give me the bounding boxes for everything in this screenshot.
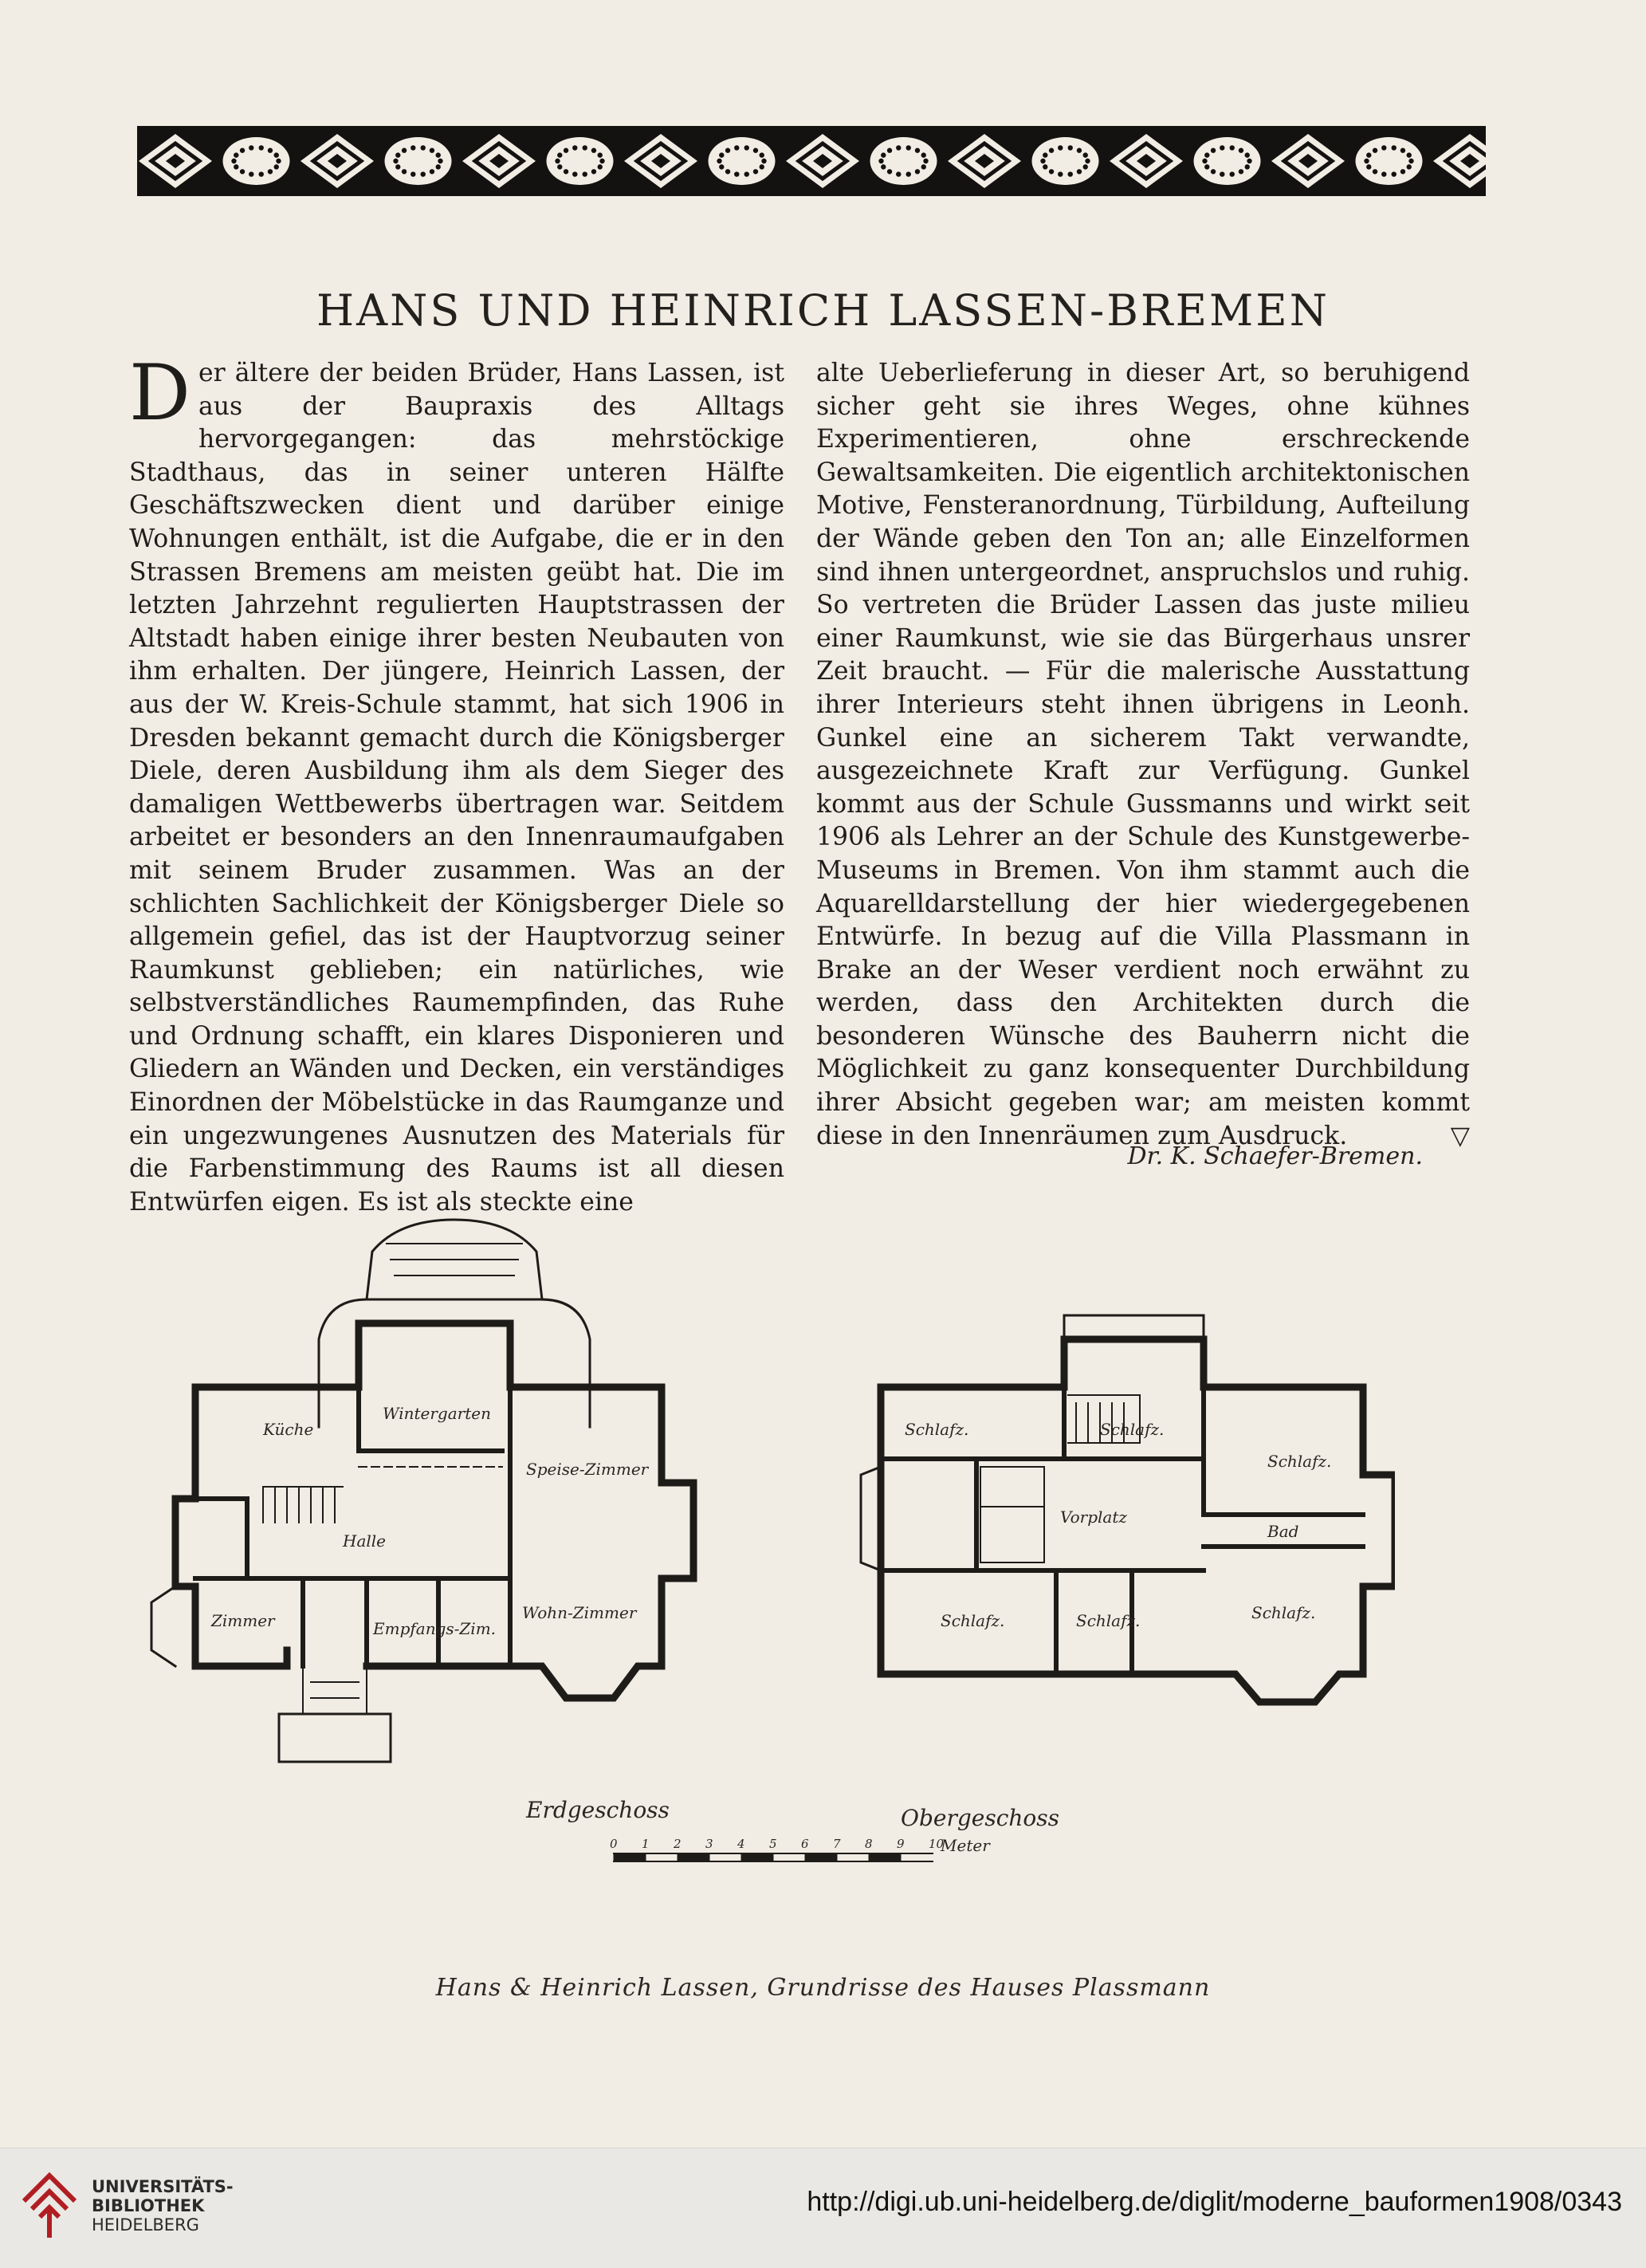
room-label-zimmer: Zimmer: [211, 1611, 275, 1630]
scale-tick-label: 7: [833, 1837, 841, 1851]
figure-caption: Hans & Heinrich Lassen, Grundrisse des Hauses Plassmann: [435, 1974, 1211, 2002]
ornament-diamond: [786, 134, 859, 188]
library-name-line1: UNIVERSITÄTS-: [92, 2177, 234, 2196]
text-column-left: [129, 348, 784, 1219]
scale-tick-label: 6: [801, 1837, 809, 1851]
floor-plans-drawing: [120, 1204, 1395, 1969]
ornament-oval: [1032, 137, 1099, 185]
scale-tick-label: 5: [769, 1837, 777, 1851]
ornament-diamond: [1110, 134, 1183, 188]
ornament-oval: [870, 137, 937, 185]
column-right-text: alte Ueberlieferung in dieser Art, so beruhigend sicher geht sie ihres Weges, ohne kühnes Experimentieren, ohne erschreckende Gewaltsamkeiten. Die eigentlich architektonischen Motive, Fensteranordnung, Türbildung, Aufteilung der Wände geben den Ton an; alle Einzelformen sind ihnen untergeordnet, anspruchslos und ruhig. So vertreten die Brüder Lassen das juste milieu einer Raumkunst, wie sie das Bürgerhaus unsrer Zeit braucht. — Für die malerische Ausstattung ihrer Interieurs steht ihnen übrigens in Leonh. Gunkel eine an sicherem Takt verwandte, ausgezeichnete Kraft zur Verfügung. Gunkel kommt aus der Schule Gussmanns und wirkt seit 1906 als Lehrer an der Schule des Kunstgewerbe-Museums in Bremen. Von ihm stammt auch die Aquarelldarstellung der hier wiedergegebenen Entwürfe. In bezug auf die Villa Plassmann in Brake an der Weser verdient noch erwähnt zu werden, dass den Architekten durch die besonderen Wünsche des Bauherrn nicht die Möglichkeit zu ganz konsequenter Durchbildung ihrer Absicht gegeben war; am meisten kommt diese in den Innenräumen zum Ausdruck.: [816, 359, 1470, 1150]
room-label-bad: Bad: [1267, 1522, 1299, 1541]
scale-tick-label: 4: [737, 1837, 745, 1851]
room-label-halle: Halle: [343, 1531, 386, 1551]
library-name-line2: BIBLIOTHEK: [92, 2196, 205, 2215]
ornament-diamond: [624, 134, 697, 188]
room-label-wintergarten: Wintergarten: [383, 1404, 491, 1423]
drop-cap: D: [129, 348, 191, 438]
source-url-link[interactable]: http://digi.ub.uni-heidelberg.de/diglit/moderne_bauformen1908/0343: [807, 2187, 1622, 2217]
ornament-oval: [547, 137, 614, 185]
end-triangle-icon: ▽: [1450, 1121, 1470, 1150]
library-name: [92, 2177, 234, 2235]
ornamental-border: [137, 126, 1486, 196]
upper-floor-label: Obergeschoss: [901, 1805, 1060, 1831]
room-label-schlafz-2: Schlafz.: [1100, 1420, 1165, 1439]
ornament-oval: [385, 137, 452, 185]
ornament-diamond: [139, 134, 212, 188]
ornament-oval: [1194, 137, 1261, 185]
scale-tick-label: 10: [929, 1837, 945, 1851]
ornament-oval: [223, 137, 290, 185]
ornament-pattern: [137, 126, 1486, 196]
room-label-wohn-zimmer: Wohn-Zimmer: [522, 1603, 637, 1622]
room-label-empfangs-zimmer: Empfangs-Zim.: [373, 1619, 497, 1638]
room-label-vorplatz: Vorplatz: [1060, 1507, 1127, 1527]
floor-plans-figure: [120, 1204, 1395, 1969]
room-label-speise-zimmer: Speise-Zimmer: [526, 1460, 649, 1479]
ground-floor-label: Erdgeschoss: [526, 1797, 670, 1823]
room-label-schlafz-6: Schlafz.: [1251, 1603, 1316, 1622]
scale-tick-label: 3: [705, 1837, 713, 1851]
article-title: HANS UND HEINRICH LASSEN-BREMEN: [316, 285, 1330, 336]
scale-tick-label: 9: [897, 1837, 905, 1851]
scale-unit-label: Meter: [941, 1836, 990, 1855]
author-signature: Dr. K. Schaefer-Bremen.: [1127, 1142, 1423, 1170]
ornament-diamond: [301, 134, 374, 188]
scale-tick-label: 0: [610, 1837, 618, 1851]
university-logo-icon: [18, 2169, 81, 2241]
scale-tick-label: 2: [674, 1837, 682, 1851]
library-name-line3: HEIDELBERG: [92, 2215, 199, 2235]
ornament-diamond: [948, 134, 1021, 188]
ornament-diamond: [462, 134, 536, 188]
ornament-oval: [709, 137, 776, 185]
room-label-schlafz-5: Schlafz.: [1076, 1611, 1141, 1630]
scale-tick-label: 8: [865, 1837, 873, 1851]
scale-bar-ticks: [610, 1837, 945, 1851]
ornament-diamond: [1271, 134, 1345, 188]
scale-tick-label: 1: [642, 1837, 650, 1851]
room-label-schlafz-1: Schlafz.: [905, 1420, 969, 1439]
text-column-right: [816, 357, 1470, 1153]
footer-bar: [0, 2148, 1646, 2268]
ornament-oval: [1356, 137, 1423, 185]
room-label-schlafz-3: Schlafz.: [1267, 1452, 1332, 1471]
room-label-kueche: Küche: [263, 1420, 314, 1439]
column-left-text: er ältere der beiden Brüder, Hans Lassen, ist aus der Baupraxis des Alltags hervorgegangen: das mehrstöckige Stadthaus, das in seiner unteren Hälfte Geschäftszwecken dient und darüber einige Wohnungen enthält, ist die Aufgabe, die er in den Strassen Bremens am meisten geübt hat. Die im letzten Jahrzehnt regulierten Hauptstrassen der Altstadt haben einige ihrer besten Neubauten von ihm erhalten. Der jüngere, Heinrich Lassen, der aus der W. Kreis-Schule stammt, hat sich 1906 in Dresden bekannt gemacht durch die Königsberger Diele, deren Ausbildung ihm als dem Sieger des damaligen Wettbewerbs übertragen war. Seitdem arbeitet er besonders an den Innenraumaufgaben mit seinem Bruder zusammen. Was an der schlichten Sachlichkeit der Königsberger Diele so allgemein gefiel, das ist der Hauptvorzug seiner Raumkunst geblieben; ein natürliches, wie selbstverständliches Raumempfinden, das Ruhe und Ordnung schafft, ein klares Disponieren und Gliedern an Wänden und Decken, ein verständiges Einordnen der Möbelstücke in das Raumganze und ein ungezwungenes Ausnutzen des Materials für die Farbenstimmung des Raums ist all diesen Entwürfen eigen. Es ist als steckte eine: [129, 359, 784, 1217]
ornament-diamond: [1433, 134, 1486, 188]
room-label-schlafz-4: Schlafz.: [941, 1611, 1005, 1630]
